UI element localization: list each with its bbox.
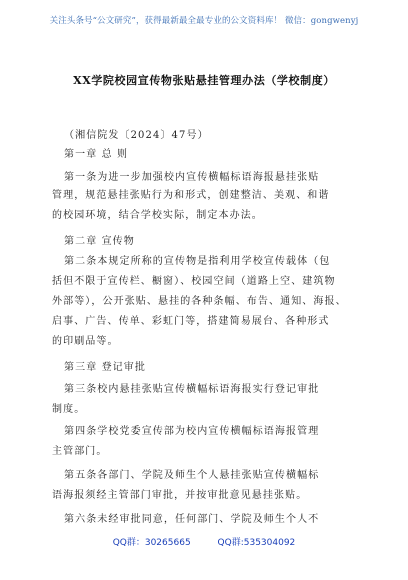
- document-title: XX学院校园宣传物张贴悬挂管理办法（学校制度）: [73, 74, 335, 87]
- qq-group-1: QQ群：30265665: [112, 538, 191, 548]
- body-line: 第三条校内悬挂张贴宣传横幅标语海报实行登记审批: [64, 384, 320, 395]
- body-line: 外部等），公开张贴、悬挂的各种条幅、布告、通知、海报、: [52, 296, 347, 307]
- body-line: 第五条各部门、学院及师生个人悬挂张贴宣传横幅标: [64, 470, 320, 481]
- body-line: 主管部门。: [52, 446, 108, 457]
- body-line: 管理，规范悬挂张贴行为和形式，创建整洁、美观、和谐: [52, 190, 330, 201]
- promo-banner: 关注头条号“公文研究”，获得最新最全最专业的公文资料库！ 微信：gongwenyj: [49, 16, 359, 26]
- body-line: 第六条未经审批同意，任何部门、学院及师生个人不: [64, 514, 320, 525]
- footer-contact: [0, 535, 408, 548]
- body-line: 制度。: [52, 404, 86, 415]
- body-line: 第一条为进一步加强校内宣传横幅标语海报悬挂张贴: [64, 172, 320, 183]
- chapter-heading: 第三章 登记审批: [64, 362, 146, 373]
- chapter-heading: 第二章 宣传物: [64, 236, 135, 247]
- body-line: 的印刷品等。: [52, 336, 119, 347]
- chapter-heading: 第一章 总 则: [64, 149, 129, 160]
- body-line: 第二条本规定所称的宣传物是指利用学校宣传载体（包: [64, 256, 331, 267]
- body-line: 的校园环境，结合学校实际，制定本办法。: [52, 210, 263, 221]
- body-line: 第四条学校党委宣传部为校内宣传横幅标语海报管理: [64, 426, 320, 437]
- body-line: 括但不限于宣传栏、橱窗）、校园空间（道路上空、建筑物: [52, 276, 336, 287]
- qq-group-2: QQ群:535304092: [217, 538, 296, 548]
- body-line: 启事、广告、传单、彩虹门等，搭建简易展台、各种形式: [52, 316, 330, 327]
- body-line: 语海报须经主管部门审批，并按审批意见悬挂张贴。: [52, 490, 308, 501]
- document-number: （湘信院发〔2024〕47号）: [64, 130, 209, 141]
